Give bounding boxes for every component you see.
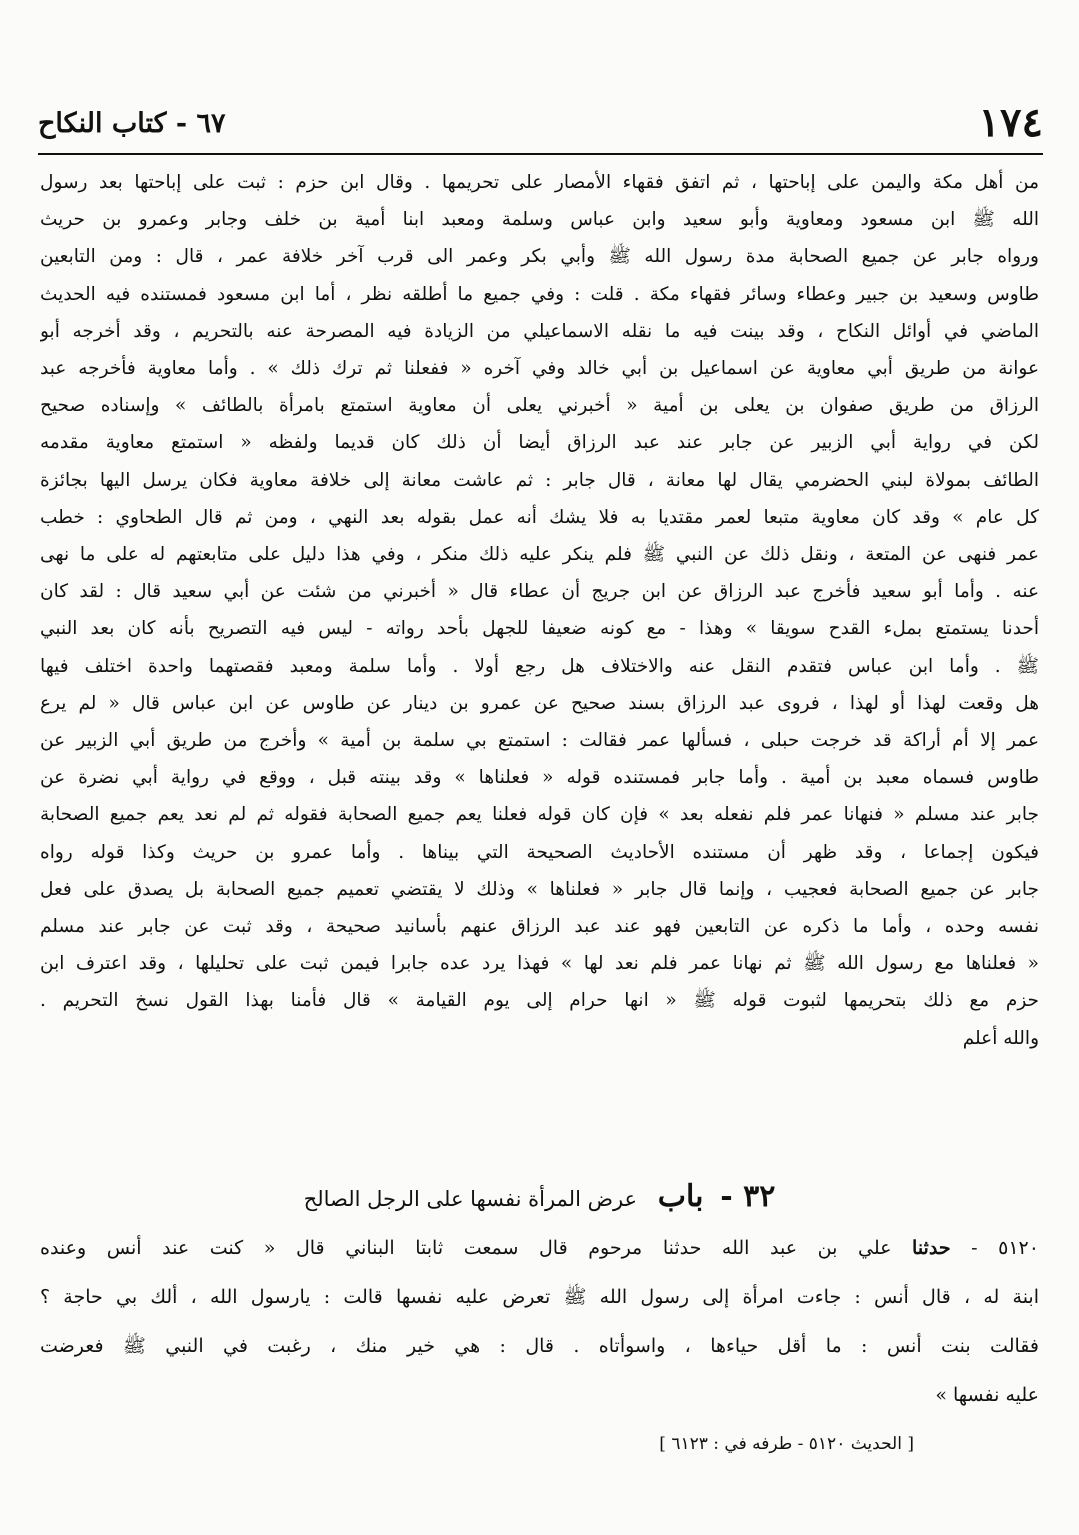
chapter-title: عرض المرأة نفسها على الرجل الصالح	[303, 1187, 638, 1211]
commentary-line: لكن في رواية أبي الزبير عن جابر عند عبد الرزاق أيضا أن ذلك كان قديما ولفظه « استمتع معاوية مقدمه	[40, 432, 1039, 454]
chapter-heading	[40, 1172, 1039, 1222]
commentary-line: من أهل مكة واليمن على إباحتها ، ثم اتفق فقهاء الأمصار على تحريمها . وقال ابن حزم : ثبت على إباحتها بعد رسول	[40, 172, 1039, 193]
page-header	[38, 96, 1043, 150]
page-number: ١٧٤	[978, 99, 1043, 146]
chapter-word: باب	[657, 1179, 704, 1214]
commentary-line: والله أعلم	[962, 1027, 1039, 1049]
hadith-text	[40, 1224, 1039, 1420]
commentary-line: عمر إلا أم أراكة قد خرجت حبلى ، فسألها عمر فقالت : استمتع بي سلمة بن أمية » وأخرج من طريق أبي الزبير عن	[40, 730, 1039, 752]
header-rule	[38, 153, 1043, 155]
commentary-line: الله ﷺ ابن مسعود ومعاوية وأبو سعيد وابن عباس وسلمة ومعبد ابنا أمية بن خلف وجابر وعمرو بن حريث	[40, 209, 1039, 231]
commentary-line: الماضي في أوائل النكاح ، وقد بينت فيه ما نقله الاسماعيلي من الزيادة فيه المصرحة عنه بالتحريم ، وقد أخرجه أبو	[40, 320, 1039, 342]
commentary-line: جابر عن جميع الصحابة فعجيب ، وإنما قال جابر « فعلناها » وذلك لا يقتضي تعميم جميع الصحابة بل يصدق على فعل	[40, 878, 1039, 900]
commentary-line: الطائف بمولاة لبني الحضرمي يقال لها معانة ، قال جابر : ثم عاشت معانة إلى خلافة معاوية فكان يرسل اليها بجائزة	[40, 469, 1039, 491]
commentary-line: الرزاق من طريق صفوان بن يعلى بن أمية « أخبرني يعلى أن معاوية استمتع بامرأة بالطائف » وإسناده صحيح	[40, 395, 1039, 417]
hadith-lead: حدثنا	[912, 1237, 951, 1259]
commentary-line: « فعلناها مع رسول الله ﷺ ثم نهانا عمر فلم نعد لها » فهذا يرد عده جابرا فيمن ثبت على تحليلها ، وقد اعترف ابن	[40, 953, 1039, 975]
hadith-line: فقالت بنت أنس : ما أقل حياءها ، واسوأتاه . قال : هي خير منك ، رغبت في النبي ﷺ فعرضت	[40, 1335, 1039, 1357]
commentary-line: فيكون إجماعا ، وقد ظهر أن مستنده الأحاديث الصحيحة التي بيناها . وأما عمرو بن حريث وكذا قوله رواه	[40, 841, 1039, 863]
hadith-line: ابنة له ، قال أنس : جاءت امرأة إلى رسول الله ﷺ تعرض عليه نفسها قالت : يارسول الله ، ألك بي حاجة ؟	[40, 1286, 1039, 1308]
commentary-line: عوانة من طريق أبي معاوية عن اسماعيل بن أبي خالد وفي آخره « ففعلنا ثم ترك ذلك » . وأما معاوية فأخرجه عبد	[40, 358, 1039, 380]
commentary-line: ﷺ . وأما ابن عباس فتقدم النقل عنه والاختلاف هل رجع أولا . وأما سلمة ومعبد فقصتهما واحدة اختلف فيها	[40, 655, 1039, 677]
commentary-line: طاوس وسعيد بن جبير وعطاء وسائر فقهاء مكة . قلت : وفي جميع ما أطلقه نظر ، أما ابن مسعود فمستنده فيه الحديث	[40, 283, 1039, 305]
hadith-line: عليه نفسها »	[935, 1384, 1039, 1406]
commentary-line: ورواه جابر عن جميع الصحابة مدة رسول الله ﷺ وأبي بكر وعمر الى قرب آخر خلافة عمر ، قال : ومن التابعين	[40, 246, 1039, 268]
commentary-line: طاوس فسماه معبد بن أمية . وأما جابر فمستنده قوله « فعلناها » وقد بينته قبل ، ووقع في رواية أبي نضرة عن	[40, 767, 1039, 789]
commentary-line: حزم مع ذلك بتحريمها لثبوت قوله ﷺ « انها حرام إلى يوم القيامة » قال فأمنا بهذا القول نسخ التحريم .	[40, 990, 1039, 1012]
commentary-line: أحدنا يستمتع بملء القدح سويقا » وهذا - مع كونه ضعيفا للجهل بأحد رواته - ليس فيه التصريح بأنه كان بعد النبي	[40, 618, 1039, 640]
commentary-line: نفسه وحده ، وأما ما ذكره عن التابعين فهو عند عبد الرزاق عنهم بأسانيد صحيحة ، وقد ثبت عن جابر عند مسلم	[40, 916, 1039, 938]
commentary-line: عمر فنهى عن المتعة ، ونقل ذلك عن النبي ﷺ فلم ينكر عليه ذلك منكر ، وفي هذا دليل على متابعتهم له على ما نهى	[40, 544, 1039, 566]
hadith-footnote: [ الحديث ٥١٢٠ - طرفه في : ٦١٢٣ ]	[659, 1434, 914, 1454]
commentary-line: هل وقعت لهذا أو لهذا ، فروى عبد الرزاق بسند صحيح عن عمرو بن دينار عن طاوس عن ابن عباس قال « لم يرع	[40, 692, 1039, 714]
running-title: ٦٧ - كتاب النكاح	[38, 108, 226, 139]
commentary-line: كل عام » وقد كان معاوية متبعا لعمر مقتديا به فلا يشك أنه عمل بقوله بعد النهي ، ومن ثم قال الطحاوي : خطب	[40, 506, 1039, 528]
commentary-line: عنه . وأما أبو سعيد فأخرج عبد الرزاق عن ابن جريج أن عطاء قال « أخبرني من شئت عن أبي سعيد قال : لقد كان	[40, 581, 1039, 603]
commentary-line: جابر عند مسلم « فنهانا عمر فلم نفعله بعد » فإن كان قوله فعلنا يعم جميع الصحابة فقوله ثم لم نعد يعم جميع الصحابة	[40, 804, 1039, 826]
hadith-line: علي بن عبد الله حدثنا مرحوم قال سمعت ثابتا البناني قال « كنت عند أنس وعنده	[40, 1237, 892, 1259]
commentary-text	[40, 164, 1039, 1057]
hadith-number: ٥١٢٠ -	[971, 1237, 1039, 1259]
chapter-number: ٣٢ -	[720, 1179, 776, 1214]
